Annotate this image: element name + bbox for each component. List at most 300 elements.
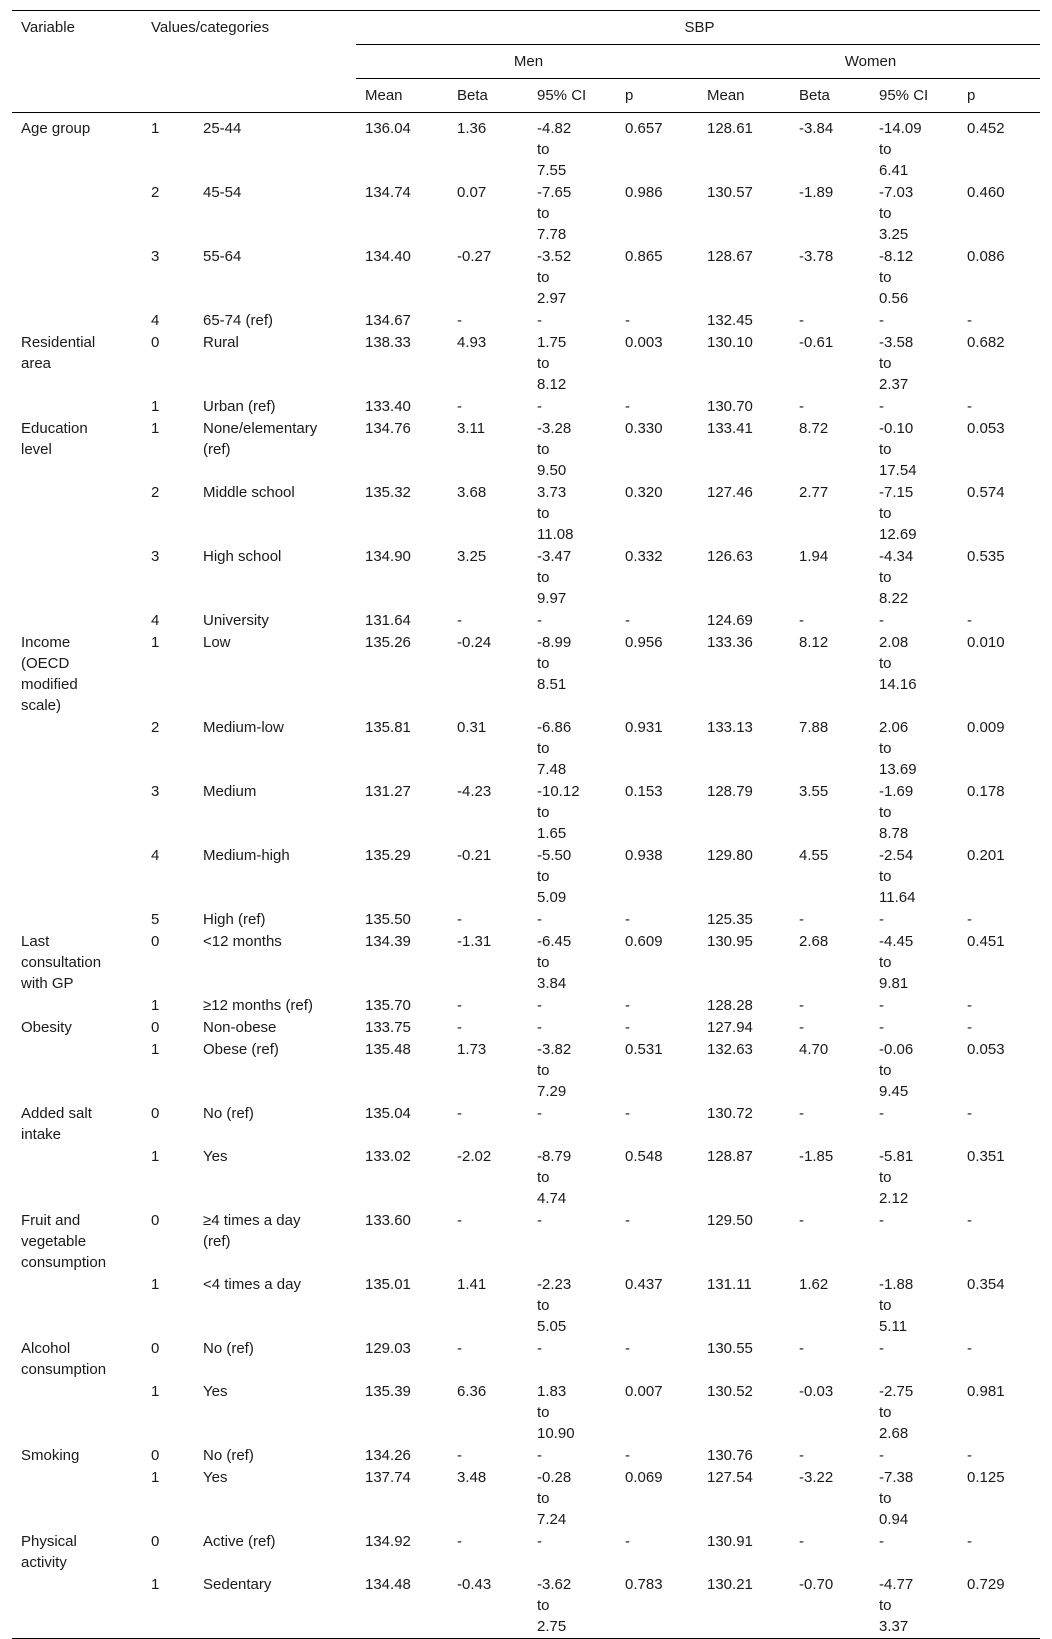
cell-code: 2	[151, 719, 160, 736]
cell-men-beta: -0.27	[457, 248, 492, 265]
cell-variable: Income (OECD modified scale)	[21, 634, 78, 714]
cell-women-p: 0.354	[967, 1276, 1005, 1293]
cell-men-mean: 134.90	[365, 548, 411, 565]
cell-women-mean: 133.13	[707, 719, 753, 736]
cell-men-p: -	[625, 1019, 630, 1036]
cell-men-p: 0.548	[625, 1148, 663, 1165]
cell-variable	[12, 1574, 142, 1639]
cell-category: Non-obese	[203, 1019, 277, 1036]
cell-code: 3	[151, 783, 160, 800]
cell-women-mean: 130.91	[707, 1533, 753, 1550]
header-women-ci: 95% CI	[879, 87, 929, 104]
cell-men-p: 0.609	[625, 933, 663, 950]
table-row	[12, 909, 1040, 931]
cell-men-ci: -10.12 to 1.65	[537, 783, 580, 842]
cell-women-ci: -7.15 to 12.69	[879, 484, 917, 543]
cell-women-mean: 125.35	[707, 911, 753, 928]
cell-category: High (ref)	[203, 911, 266, 928]
cell-variable: Physical activity	[21, 1533, 77, 1571]
cell-women-mean: 127.54	[707, 1469, 753, 1486]
cell-men-ci: -6.45 to 3.84	[537, 933, 572, 992]
cell-women-beta: 4.55	[799, 847, 829, 864]
header-values-categories: Values/categories	[142, 11, 356, 113]
header-men-beta: Beta	[457, 87, 488, 104]
cell-men-ci: -	[537, 1533, 542, 1550]
cell-code: 1	[151, 1469, 160, 1486]
header-women: Women	[698, 45, 1040, 79]
cell-women-mean: 130.52	[707, 1383, 753, 1400]
cell-men-mean: 135.29	[365, 847, 411, 864]
header-sbp: SBP	[356, 11, 1040, 45]
cell-women-ci: -7.38 to 0.94	[879, 1469, 914, 1528]
cell-men-beta: 3.48	[457, 1469, 487, 1486]
cell-men-beta: -	[457, 911, 462, 928]
table-row	[12, 995, 1040, 1017]
cell-variable	[12, 396, 142, 418]
cell-women-p: -	[967, 1212, 972, 1229]
header-variable: Variable	[12, 11, 142, 113]
cell-code: 0	[151, 334, 160, 351]
cell-women-mean: 130.70	[707, 398, 753, 415]
cell-women-beta: -	[799, 1447, 804, 1464]
cell-code: 0	[151, 1105, 160, 1122]
cell-women-mean: 126.63	[707, 548, 753, 565]
cell-men-ci: -	[537, 312, 542, 329]
cell-women-beta: -	[799, 911, 804, 928]
cell-men-ci: -3.82 to 7.29	[537, 1041, 572, 1100]
cell-men-p: -	[625, 1105, 630, 1122]
cell-men-mean: 133.75	[365, 1019, 411, 1036]
cell-category: 25-44	[203, 120, 242, 137]
cell-code: 3	[151, 248, 160, 265]
table-row	[12, 1146, 1040, 1210]
cell-women-p: 0.452	[967, 120, 1005, 137]
cell-category: Rural	[203, 334, 239, 351]
cell-women-mean: 127.46	[707, 484, 753, 501]
cell-women-beta: -3.84	[799, 120, 834, 137]
cell-women-beta: 8.72	[799, 420, 829, 437]
cell-women-mean: 128.87	[707, 1148, 753, 1165]
cell-men-p: 0.783	[625, 1576, 663, 1593]
cell-women-p: 0.682	[967, 334, 1005, 351]
table-row	[12, 1445, 1040, 1467]
cell-variable	[12, 1467, 142, 1531]
cell-men-ci: -0.28 to 7.24	[537, 1469, 572, 1528]
cell-men-ci: -8.79 to 4.74	[537, 1148, 572, 1207]
cell-men-ci: -3.28 to 9.50	[537, 420, 572, 479]
cell-men-mean: 135.01	[365, 1276, 411, 1293]
cell-men-beta: -	[457, 997, 462, 1014]
cell-men-beta: -0.43	[457, 1576, 492, 1593]
cell-women-beta: -1.89	[799, 184, 834, 201]
cell-category: <4 times a day	[203, 1276, 301, 1293]
cell-women-p: 0.010	[967, 634, 1005, 651]
cell-women-beta: -	[799, 1105, 804, 1122]
cell-women-p: 0.451	[967, 933, 1005, 950]
cell-men-beta: 3.25	[457, 548, 487, 565]
cell-men-beta: 3.11	[457, 420, 486, 437]
header-men-mean: Mean	[365, 87, 403, 104]
cell-category: ≥12 months (ref)	[203, 997, 313, 1014]
header-women-p: p	[967, 87, 976, 104]
cell-men-beta: -	[457, 612, 462, 629]
cell-men-beta: -	[457, 1019, 462, 1036]
cell-variable: Added salt intake	[21, 1105, 92, 1143]
cell-variable: Age group	[21, 120, 91, 137]
cell-women-ci: 2.08 to 14.16	[879, 634, 917, 693]
cell-men-ci: -7.65 to 7.78	[537, 184, 572, 243]
cell-men-ci: -	[537, 1105, 542, 1122]
cell-men-mean: 134.48	[365, 1576, 411, 1593]
cell-women-mean: 128.79	[707, 783, 753, 800]
cell-category: Middle school	[203, 484, 295, 501]
cell-women-ci: -	[879, 1105, 884, 1122]
cell-women-p: -	[967, 1019, 972, 1036]
cell-men-beta: 4.93	[457, 334, 487, 351]
cell-men-beta: -1.31	[457, 933, 492, 950]
cell-men-p: 0.931	[625, 719, 663, 736]
cell-men-p: -	[625, 997, 630, 1014]
cell-men-mean: 133.40	[365, 398, 411, 415]
cell-category: Medium-high	[203, 847, 290, 864]
cell-women-beta: -1.85	[799, 1148, 834, 1165]
cell-variable: Education level	[21, 420, 88, 458]
cell-men-mean: 135.32	[365, 484, 411, 501]
table-row	[12, 310, 1040, 332]
cell-women-mean: 133.36	[707, 634, 753, 651]
table-row	[12, 1274, 1040, 1338]
cell-women-beta: -	[799, 1019, 804, 1036]
cell-women-ci: -4.45 to 9.81	[879, 933, 914, 992]
cell-women-p: -	[967, 312, 972, 329]
cell-men-ci: -	[537, 1019, 542, 1036]
cell-women-p: 0.201	[967, 847, 1005, 864]
cell-men-mean: 133.02	[365, 1148, 411, 1165]
cell-category: 45-54	[203, 184, 242, 201]
cell-women-p: -	[967, 911, 972, 928]
cell-women-mean: 128.28	[707, 997, 753, 1014]
cell-variable: Alcohol consumption	[21, 1340, 107, 1378]
cell-men-mean: 135.81	[365, 719, 411, 736]
cell-women-mean: 130.10	[707, 334, 753, 351]
cell-men-p: -	[625, 612, 630, 629]
cell-women-p: -	[967, 1340, 972, 1357]
cell-women-ci: -14.09 to 6.41	[879, 120, 922, 179]
cell-men-beta: -	[457, 1212, 462, 1229]
cell-women-ci: -0.06 to 9.45	[879, 1041, 914, 1100]
cell-women-mean: 127.94	[707, 1019, 753, 1036]
table-row	[12, 1381, 1040, 1445]
cell-code: 4	[151, 312, 160, 329]
cell-women-beta: 4.70	[799, 1041, 829, 1058]
cell-variable: Last consultation with GP	[21, 933, 102, 992]
cell-men-ci: -	[537, 997, 542, 1014]
cell-men-p: 0.003	[625, 334, 663, 351]
cell-men-beta: -	[457, 1533, 462, 1550]
cell-women-mean: 130.95	[707, 933, 753, 950]
table-row	[12, 781, 1040, 845]
table-row	[12, 1039, 1040, 1103]
table-row	[12, 418, 1040, 482]
cell-men-mean: 136.04	[365, 120, 411, 137]
cell-variable	[12, 1274, 142, 1338]
cell-men-mean: 137.74	[365, 1469, 411, 1486]
cell-category: No (ref)	[203, 1340, 254, 1357]
cell-men-beta: -0.21	[457, 847, 492, 864]
cell-variable	[12, 482, 142, 546]
cell-women-ci: 2.06 to 13.69	[879, 719, 917, 778]
cell-men-mean: 134.76	[365, 420, 411, 437]
cell-women-ci: -	[879, 398, 884, 415]
cell-women-p: -	[967, 398, 972, 415]
table-row	[12, 1574, 1040, 1639]
table-row	[12, 1531, 1040, 1574]
cell-women-ci: -2.54 to 11.64	[879, 847, 916, 906]
cell-code: 0	[151, 1340, 160, 1357]
cell-men-p: 0.938	[625, 847, 663, 864]
cell-code: 1	[151, 398, 160, 415]
cell-code: 0	[151, 1447, 160, 1464]
cell-women-p: 0.535	[967, 548, 1005, 565]
table-row	[12, 1210, 1040, 1274]
cell-women-mean: 129.50	[707, 1212, 753, 1229]
table-row	[12, 396, 1040, 418]
cell-women-p: 0.574	[967, 484, 1005, 501]
table-row	[12, 1467, 1040, 1531]
cell-men-mean: 138.33	[365, 334, 411, 351]
cell-women-beta: -	[799, 1212, 804, 1229]
cell-variable	[12, 781, 142, 845]
cell-women-ci: -2.75 to 2.68	[879, 1383, 914, 1442]
cell-men-mean: 134.74	[365, 184, 411, 201]
cell-code: 1	[151, 1276, 160, 1293]
cell-women-beta: -	[799, 1340, 804, 1357]
cell-women-beta: -3.22	[799, 1469, 834, 1486]
cell-women-ci: -1.69 to 8.78	[879, 783, 914, 842]
cell-women-beta: 2.77	[799, 484, 829, 501]
cell-code: 3	[151, 548, 160, 565]
cell-men-p: 0.657	[625, 120, 663, 137]
cell-men-p: -	[625, 398, 630, 415]
cell-men-beta: 1.41	[457, 1276, 487, 1293]
cell-women-p: -	[967, 612, 972, 629]
cell-variable	[12, 717, 142, 781]
cell-men-ci: -2.23 to 5.05	[537, 1276, 572, 1335]
cell-category: Yes	[203, 1469, 228, 1486]
cell-variable	[12, 182, 142, 246]
cell-women-mean: 131.11	[707, 1276, 752, 1293]
cell-women-ci: -0.10 to 17.54	[879, 420, 917, 479]
cell-men-mean: 135.39	[365, 1383, 411, 1400]
cell-code: 0	[151, 1212, 160, 1229]
header-men-p: p	[625, 87, 634, 104]
cell-men-beta: 1.73	[457, 1041, 487, 1058]
cell-men-beta: -	[457, 398, 462, 415]
sbp-table	[12, 10, 1040, 1639]
cell-men-mean: 131.64	[365, 612, 411, 629]
header-men: Men	[356, 45, 698, 79]
cell-men-p: 0.330	[625, 420, 663, 437]
cell-men-mean: 134.92	[365, 1533, 411, 1550]
cell-men-ci: -5.50 to 5.09	[537, 847, 572, 906]
cell-women-p: 0.351	[967, 1148, 1005, 1165]
cell-women-ci: -	[879, 1019, 884, 1036]
cell-men-ci: -8.99 to 8.51	[537, 634, 572, 693]
cell-men-beta: -	[457, 1447, 462, 1464]
cell-variable	[12, 1381, 142, 1445]
cell-women-p: 0.053	[967, 1041, 1005, 1058]
cell-code: 1	[151, 997, 160, 1014]
cell-men-ci: -4.82 to 7.55	[537, 120, 572, 179]
cell-code: 0	[151, 1533, 160, 1550]
cell-category: Urban (ref)	[203, 398, 276, 415]
cell-variable: Obesity	[21, 1019, 72, 1036]
cell-men-mean: 135.04	[365, 1105, 411, 1122]
cell-women-beta: 2.68	[799, 933, 829, 950]
cell-women-p: 0.053	[967, 420, 1005, 437]
cell-men-mean: 133.60	[365, 1212, 411, 1229]
cell-category: ≥4 times a day (ref)	[203, 1212, 301, 1250]
table-row	[12, 113, 1040, 183]
cell-variable	[12, 246, 142, 310]
cell-men-p: -	[625, 1212, 630, 1229]
cell-men-p: 0.332	[625, 548, 663, 565]
cell-category: University	[203, 612, 269, 629]
cell-category: Yes	[203, 1383, 228, 1400]
header-women-beta: Beta	[799, 87, 830, 104]
cell-men-ci: 1.83 to 10.90	[537, 1383, 575, 1442]
cell-women-ci: -	[879, 911, 884, 928]
table-row	[12, 1103, 1040, 1146]
cell-men-beta: -4.23	[457, 783, 492, 800]
cell-women-p: 0.125	[967, 1469, 1005, 1486]
cell-men-beta: -	[457, 1340, 462, 1357]
table-row	[12, 1017, 1040, 1039]
cell-men-mean: 135.50	[365, 911, 411, 928]
cell-women-beta: -0.61	[799, 334, 834, 351]
cell-women-beta: -3.78	[799, 248, 834, 265]
cell-women-mean: 128.61	[707, 120, 753, 137]
cell-men-mean: 134.40	[365, 248, 411, 265]
cell-category: Active (ref)	[203, 1533, 276, 1550]
cell-variable	[12, 546, 142, 610]
cell-men-mean: 129.03	[365, 1340, 411, 1357]
cell-men-p: -	[625, 911, 630, 928]
cell-women-mean: 129.80	[707, 847, 753, 864]
table-header	[12, 11, 1040, 113]
cell-women-p: 0.981	[967, 1383, 1005, 1400]
cell-men-p: -	[625, 312, 630, 329]
cell-variable	[12, 1039, 142, 1103]
cell-women-mean: 130.72	[707, 1105, 753, 1122]
cell-category: Medium-low	[203, 719, 284, 736]
cell-men-beta: 3.68	[457, 484, 487, 501]
cell-code: 4	[151, 847, 160, 864]
cell-women-beta: 1.94	[799, 548, 829, 565]
cell-men-ci: 3.73 to 11.08	[537, 484, 574, 543]
cell-category: None/elementary (ref)	[203, 420, 318, 458]
cell-category: Sedentary	[203, 1576, 272, 1593]
cell-code: 1	[151, 120, 160, 137]
cell-women-beta: -	[799, 612, 804, 629]
cell-code: 0	[151, 1019, 160, 1036]
cell-men-ci: -	[537, 398, 542, 415]
cell-men-p: -	[625, 1340, 630, 1357]
cell-women-ci: -8.12 to 0.56	[879, 248, 914, 307]
cell-women-ci: -4.77 to 3.37	[879, 1576, 914, 1635]
cell-men-mean: 135.48	[365, 1041, 411, 1058]
cell-category: Low	[203, 634, 231, 651]
cell-category: Yes	[203, 1148, 228, 1165]
cell-women-ci: -	[879, 1340, 884, 1357]
cell-women-mean: 128.67	[707, 248, 753, 265]
cell-women-ci: -5.81 to 2.12	[879, 1148, 914, 1207]
table-row	[12, 931, 1040, 995]
cell-men-ci: -	[537, 1447, 542, 1464]
cell-variable: Residential area	[21, 334, 96, 372]
cell-men-p: -	[625, 1533, 630, 1550]
table-row	[12, 246, 1040, 310]
cell-men-beta: -2.02	[457, 1148, 492, 1165]
cell-code: 5	[151, 911, 160, 928]
cell-variable	[12, 610, 142, 632]
table-row	[12, 546, 1040, 610]
cell-women-p: -	[967, 1447, 972, 1464]
cell-category: High school	[203, 548, 282, 565]
cell-women-beta: 7.88	[799, 719, 829, 736]
cell-variable	[12, 1146, 142, 1210]
cell-men-ci: -6.86 to 7.48	[537, 719, 572, 778]
cell-women-mean: 124.69	[707, 612, 753, 629]
cell-women-mean: 132.63	[707, 1041, 753, 1058]
table-row	[12, 717, 1040, 781]
cell-women-ci: -4.34 to 8.22	[879, 548, 914, 607]
table-row	[12, 845, 1040, 909]
cell-men-beta: 6.36	[457, 1383, 487, 1400]
cell-women-mean: 133.41	[707, 420, 753, 437]
cell-code: 1	[151, 1576, 160, 1593]
table-body	[12, 113, 1040, 1639]
cell-women-p: -	[967, 997, 972, 1014]
cell-women-ci: -	[879, 1447, 884, 1464]
cell-women-ci: -	[879, 997, 884, 1014]
cell-women-mean: 130.55	[707, 1340, 753, 1357]
cell-women-ci: -3.58 to 2.37	[879, 334, 914, 393]
cell-variable	[12, 995, 142, 1017]
cell-men-p: 0.986	[625, 184, 663, 201]
cell-category: 55-64	[203, 248, 242, 265]
cell-women-mean: 130.57	[707, 184, 753, 201]
cell-women-beta: 3.55	[799, 783, 829, 800]
cell-men-mean: 131.27	[365, 783, 411, 800]
cell-women-p: -	[967, 1105, 972, 1122]
cell-women-mean: 130.76	[707, 1447, 753, 1464]
cell-men-mean: 134.39	[365, 933, 411, 950]
cell-category: Medium	[203, 783, 257, 800]
cell-women-ci: -	[879, 1533, 884, 1550]
cell-code: 1	[151, 1041, 160, 1058]
cell-category: No (ref)	[203, 1105, 254, 1122]
cell-men-ci: -3.62 to 2.75	[537, 1576, 572, 1635]
cell-category: Obese (ref)	[203, 1041, 279, 1058]
cell-men-ci: -	[537, 1340, 542, 1357]
cell-men-p: 0.007	[625, 1383, 663, 1400]
cell-category: 65-74 (ref)	[203, 312, 274, 329]
cell-women-ci: -	[879, 1212, 884, 1229]
cell-variable	[12, 845, 142, 909]
cell-men-ci: -3.47 to 9.97	[537, 548, 572, 607]
cell-category: No (ref)	[203, 1447, 254, 1464]
